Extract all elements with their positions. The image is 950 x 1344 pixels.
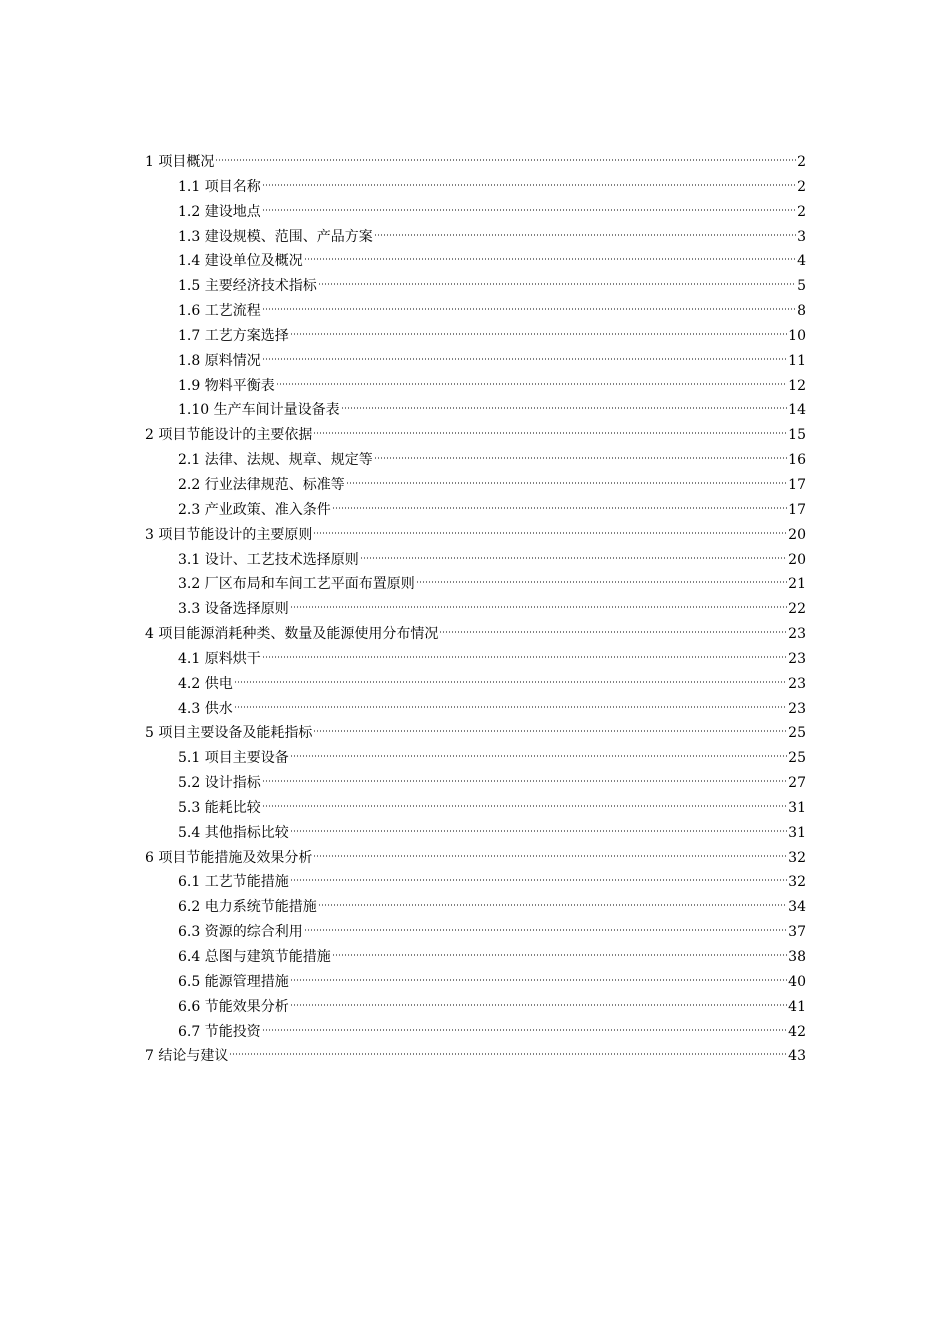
toc-dot-leader [262,207,796,213]
toc-entry-page-number: 43 [788,1048,806,1065]
toc-dot-leader [290,604,787,610]
toc-entry-title: 1.2 建设地点 [178,203,261,220]
toc-entry-title: 6 项目节能措施及效果分析 [145,849,313,866]
toc-dot-leader [234,704,787,710]
toc-entry-title: 6.2 电力系统节能措施 [178,899,317,916]
toc-entry-page-number: 20 [788,526,806,543]
toc-section-entry[interactable] [145,200,806,225]
toc-entry-title: 3.2 厂区布局和车间工艺平面布置原则 [178,576,415,593]
toc-entry-page-number: 5 [797,278,806,295]
toc-entry-title: 1.7 工艺方案选择 [178,327,289,344]
toc-section-entry[interactable] [145,920,806,945]
toc-entry-page-number: 17 [788,501,806,518]
toc-section-entry[interactable] [145,225,806,250]
toc-entry-title: 6.1 工艺节能措施 [178,874,289,891]
toc-dot-leader [290,977,787,983]
toc-section-entry[interactable] [145,895,806,920]
toc-dot-leader [262,306,796,312]
toc-section-entry[interactable] [145,647,806,672]
toc-section-entry[interactable] [145,995,806,1020]
toc-dot-leader [313,853,787,859]
toc-section-entry[interactable] [145,249,806,274]
toc-entry-page-number: 4 [797,253,806,270]
toc-entry-page-number: 23 [788,675,806,692]
toc-entry-title: 4.1 原料烘干 [178,650,261,667]
toc-chapter-entry[interactable] [145,622,806,647]
toc-dot-leader [262,778,787,784]
toc-entry-page-number: 15 [788,427,806,444]
toc-entry-title: 1.8 原料情况 [178,352,261,369]
toc-entry-page-number: 22 [788,601,806,618]
toc-entry-title: 5.4 其他指标比较 [178,824,289,841]
toc-entry-page-number: 38 [788,949,806,965]
toc-entry-title: 3.3 设备选择原则 [178,601,289,618]
toc-entry-title: 1.6 工艺流程 [178,303,261,320]
toc-entry-page-number: 17 [788,476,806,493]
toc-section-entry[interactable] [145,572,806,597]
toc-chapter-entry[interactable] [145,150,806,175]
toc-entry-title: 1.4 建设单位及概况 [178,253,303,270]
toc-entry-page-number: 37 [788,924,806,941]
toc-entry-page-number: 32 [788,849,806,866]
toc-entry-title: 5.3 能耗比较 [178,799,261,816]
toc-entry-title: 2 项目节能设计的主要依据 [145,427,313,444]
toc-entry-page-number: 10 [788,327,806,344]
toc-dot-leader [374,232,796,238]
toc-section-entry[interactable] [145,473,806,498]
toc-entry-title: 3 项目节能设计的主要原则 [145,526,313,543]
toc-section-entry[interactable] [145,771,806,796]
toc-entry-title: 2.3 产业政策、准入条件 [178,501,331,518]
toc-section-entry[interactable] [145,672,806,697]
toc-entry-page-number: 3 [797,228,806,245]
toc-entry-page-number: 32 [788,874,806,891]
toc-dot-leader [290,753,787,759]
toc-entry-page-number: 25 [788,750,806,767]
toc-section-entry[interactable] [145,796,806,821]
toc-section-entry[interactable] [145,746,806,771]
toc-dot-leader [262,654,787,660]
toc-section-entry[interactable] [145,349,806,374]
toc-entry-title: 1 项目概况 [145,154,215,170]
toc-entry-title: 5.2 设计指标 [178,775,261,792]
toc-chapter-entry[interactable] [145,721,806,746]
toc-section-entry[interactable] [145,1020,806,1045]
toc-section-entry[interactable] [145,970,806,995]
toc-entry-page-number: 31 [788,799,806,816]
table-of-contents [145,150,806,1069]
toc-entry-title: 2.2 行业法律规范、标准等 [178,476,345,493]
toc-section-entry[interactable] [145,597,806,622]
toc-dot-leader [304,256,796,262]
toc-entry-title: 1.10 生产车间计量设备表 [178,402,340,419]
toc-entry-title: 1.9 物料平衡表 [178,377,275,394]
toc-section-entry[interactable] [145,821,806,846]
toc-chapter-entry[interactable] [145,1044,806,1069]
toc-dot-leader [276,381,787,387]
toc-dot-leader [262,356,787,362]
toc-dot-leader [290,331,787,337]
toc-entry-title: 1.3 建设规模、范围、产品方案 [178,228,373,245]
toc-entry-title: 1.5 主要经济技术指标 [178,278,317,295]
toc-entry-title: 1.1 项目名称 [178,178,261,195]
toc-section-entry[interactable] [145,324,806,349]
toc-entry-title: 4.3 供水 [178,700,233,717]
toc-section-entry[interactable] [145,374,806,399]
toc-section-entry[interactable] [145,398,806,423]
toc-entry-title: 6.4 总图与建筑节能措施 [178,949,331,965]
toc-dot-leader [313,728,787,734]
toc-dot-leader [262,803,787,809]
toc-entry-page-number: 34 [788,899,806,916]
toc-entry-title: 6.7 节能投资 [178,1023,261,1040]
toc-entry-title: 6.6 节能效果分析 [178,998,289,1015]
toc-entry-page-number: 23 [788,700,806,717]
toc-section-entry[interactable] [145,548,806,573]
toc-dot-leader [332,505,787,511]
toc-dot-leader [290,1002,787,1008]
toc-entry-page-number: 12 [788,377,806,394]
toc-entry-page-number: 14 [788,402,806,419]
toc-entry-page-number: 23 [788,650,806,667]
toc-dot-leader [304,927,787,933]
toc-dot-leader [341,405,788,411]
toc-entry-title: 5.1 项目主要设备 [178,750,289,767]
toc-dot-leader [262,1027,787,1033]
toc-chapter-entry[interactable] [145,523,806,548]
toc-section-entry[interactable] [145,448,806,473]
toc-section-entry[interactable] [145,299,806,324]
toc-section-entry[interactable] [145,274,806,299]
toc-entry-title: 5 项目主要设备及能耗指标 [145,725,313,742]
toc-entry-page-number: 25 [788,725,806,742]
toc-entry-title: 6.5 能源管理措施 [178,973,289,990]
toc-entry-page-number: 20 [788,551,806,568]
toc-dot-leader [416,579,787,585]
toc-chapter-entry[interactable] [145,423,806,448]
toc-entry-title: 2.1 法律、法规、规章、规定等 [178,452,373,469]
toc-entry-page-number: 27 [788,775,806,792]
toc-entry-page-number: 11 [788,352,806,369]
toc-dot-leader [290,877,787,883]
toc-entry-page-number: 16 [788,452,806,469]
toc-dot-leader [318,902,787,908]
toc-dot-leader [229,1051,787,1057]
toc-dot-leader [318,281,796,287]
toc-entry-title: 3.1 设计、工艺技术选择原则 [178,551,359,568]
toc-section-entry[interactable] [145,175,806,200]
toc-dot-leader [313,430,787,436]
toc-section-entry[interactable] [145,498,806,523]
toc-dot-leader [215,157,796,163]
toc-dot-leader [262,182,796,188]
toc-entry-page-number: 2 [797,178,806,195]
toc-entry-page-number: 31 [788,824,806,841]
toc-dot-leader [346,480,787,486]
toc-dot-leader [374,455,787,461]
toc-dot-leader [332,952,787,958]
toc-dot-leader [439,629,787,635]
toc-entry-title: 6.3 资源的综合利用 [178,924,303,941]
toc-dot-leader [313,530,787,536]
toc-entry-page-number: 41 [788,998,806,1015]
toc-entry-title: 7 结论与建议 [145,1048,229,1065]
toc-section-entry[interactable] [145,697,806,722]
toc-entry-page-number: 8 [797,303,806,320]
toc-entry-title: 4.2 供电 [178,675,233,692]
toc-entry-page-number: 2 [797,203,806,220]
toc-entry-page-number: 21 [788,576,806,593]
toc-chapter-entry[interactable] [145,846,806,871]
toc-entry-title: 4 项目能源消耗种类、数量及能源使用分布情况 [145,626,439,643]
toc-entry-page-number: 40 [788,973,806,990]
toc-dot-leader [234,679,787,685]
toc-entry-page-number: 2 [797,154,806,170]
toc-entry-page-number: 23 [788,626,806,643]
toc-section-entry[interactable] [145,945,806,970]
toc-dot-leader [290,828,787,834]
toc-section-entry[interactable] [145,870,806,895]
toc-entry-page-number: 42 [788,1023,806,1040]
toc-dot-leader [360,555,787,561]
